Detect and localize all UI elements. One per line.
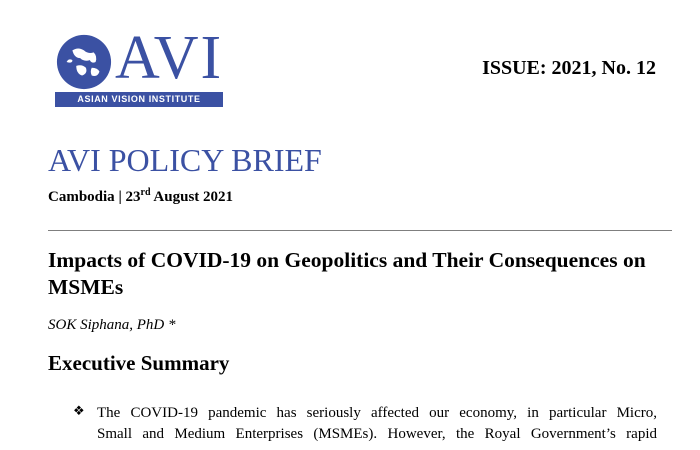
dateline xyxy=(48,187,233,206)
diamond-bullet-icon: ❖ xyxy=(73,403,85,418)
globe-icon xyxy=(55,33,113,91)
brief-title: AVI POLICY BRIEF xyxy=(48,142,322,178)
dateline-separator: | xyxy=(114,189,126,205)
summary-bullet-text xyxy=(97,403,657,445)
avi-logo xyxy=(55,24,225,110)
summary-line: Small and Medium Enterprises (MSMEs). However, the Royal Government’s rapid xyxy=(97,426,657,442)
logo-wordmark: AVI xyxy=(115,24,224,92)
divider xyxy=(48,230,672,231)
dateline-day: 23 xyxy=(125,189,141,205)
dateline-country: Cambodia xyxy=(48,189,115,205)
summary-line: The COVID-19 pandemic has seriously affected our economy, in particular Micro, xyxy=(97,405,657,421)
section-heading: Executive Summary xyxy=(48,351,230,375)
issue-number: ISSUE: 2021, No. 12 xyxy=(482,57,656,79)
dateline-month-year: August 2021 xyxy=(150,189,234,205)
dateline-day-suffix: rd xyxy=(140,187,151,198)
logo-org-name: ASIAN VISION INSTITUTE xyxy=(55,92,223,107)
author-line: SOK Siphana, PhD * xyxy=(48,317,176,333)
article-title: Impacts of COVID-19 on Geopolitics and Their Consequences on MSMEs xyxy=(48,248,646,299)
